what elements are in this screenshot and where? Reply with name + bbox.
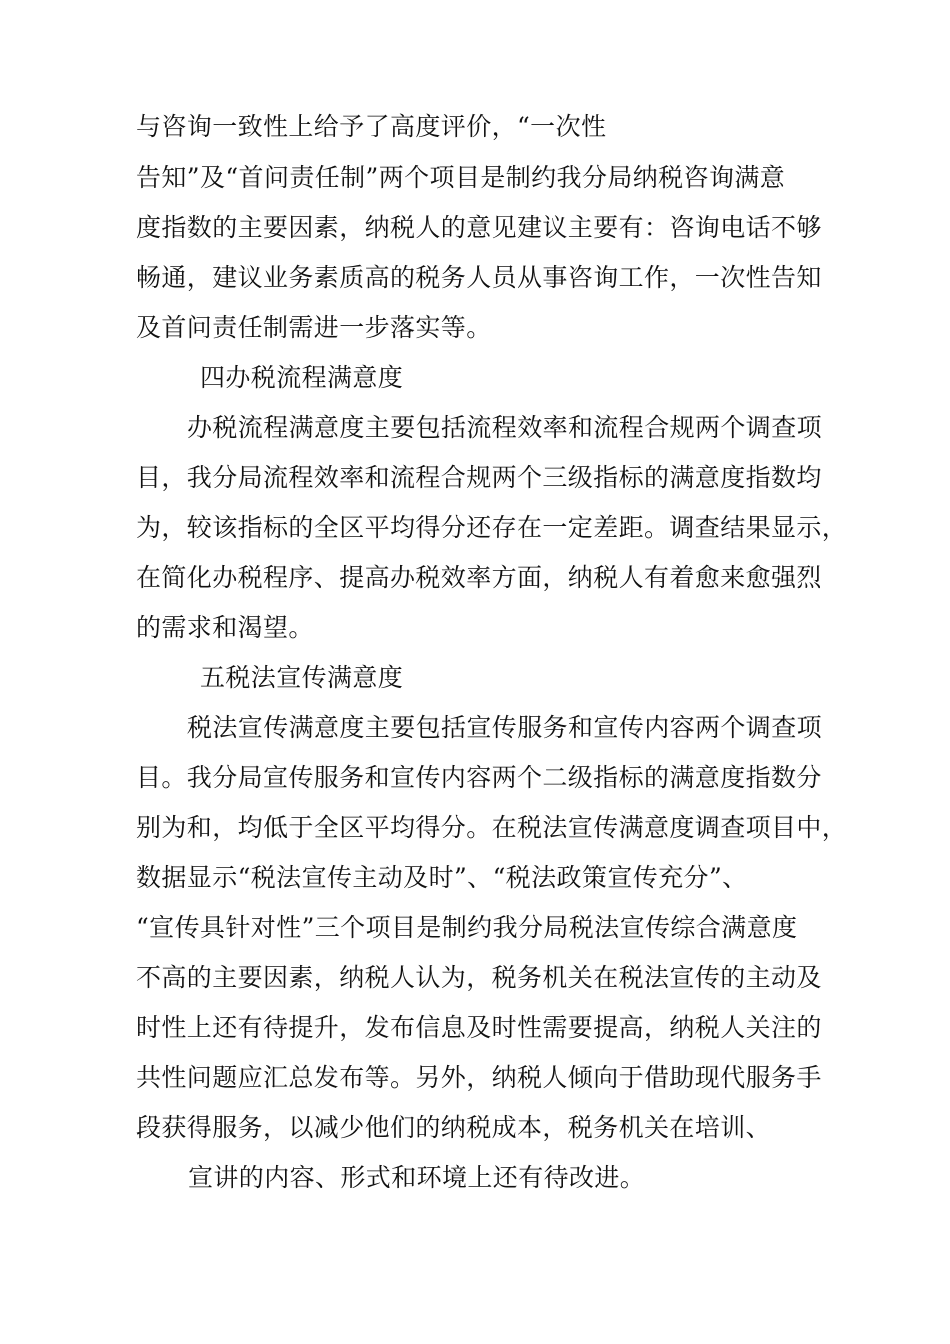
- body-text-line: 数据显示“税法宣传主动及时”、“税法政策宣传充分”、: [136, 863, 748, 892]
- body-text-line: 与咨询一致性上给予了高度评价，“一次性: [136, 112, 607, 141]
- section-heading-4: 四办税流程满意度: [200, 363, 404, 392]
- body-text-line: 度指数的主要因素，纳税人的意见建议主要有：咨询电话不够: [136, 213, 822, 242]
- body-text-line: 及首问责任制需进一步落实等。: [136, 313, 492, 342]
- body-text-line: “宣传具针对性”三个项目是制约我分局税法宣传综合满意度: [136, 913, 798, 942]
- body-text-line: 别为和，均低于全区平均得分。在税法宣传满意度调查项目中，: [136, 813, 848, 842]
- body-text-line: 的需求和渴望。: [136, 613, 314, 642]
- section-heading-5: 五税法宣传满意度: [200, 663, 404, 692]
- body-text-line: 共性问题应汇总发布等。另外，纳税人倾向于借助现代服务手: [136, 1063, 822, 1092]
- body-text-line: 不高的主要因素，纳税人认为，税务机关在税法宣传的主动及: [136, 963, 822, 992]
- body-text-line: 目，我分局流程效率和流程合规两个三级指标的满意度指数均: [136, 463, 822, 492]
- body-text-line: 告知”及“首问责任制”两个项目是制约我分局纳税咨询满意: [136, 163, 786, 192]
- body-text-line: 在简化办税程序、提高办税效率方面，纳税人有着愈来愈强烈: [136, 563, 822, 592]
- body-text-line: 时性上还有待提升，发布信息及时性需要提高，纳税人关注的: [136, 1013, 822, 1042]
- body-text-line: 税法宣传满意度主要包括宣传服务和宣传内容两个调查项: [187, 713, 823, 742]
- body-text-line: 办税流程满意度主要包括流程效率和流程合规两个调查项: [187, 413, 823, 442]
- body-text-line: 为，较该指标的全区平均得分还存在一定差距。调查结果显示，: [136, 513, 848, 542]
- body-text-line: 畅通，建议业务素质高的税务人员从事咨询工作，一次性告知: [136, 263, 822, 292]
- body-text-line: 宣讲的内容、形式和环境上还有待改进。: [188, 1163, 646, 1192]
- body-text-line: 段获得服务，以减少他们的纳税成本，税务机关在培训、: [136, 1113, 772, 1142]
- body-text-line: 目。我分局宣传服务和宣传内容两个二级指标的满意度指数分: [136, 763, 822, 792]
